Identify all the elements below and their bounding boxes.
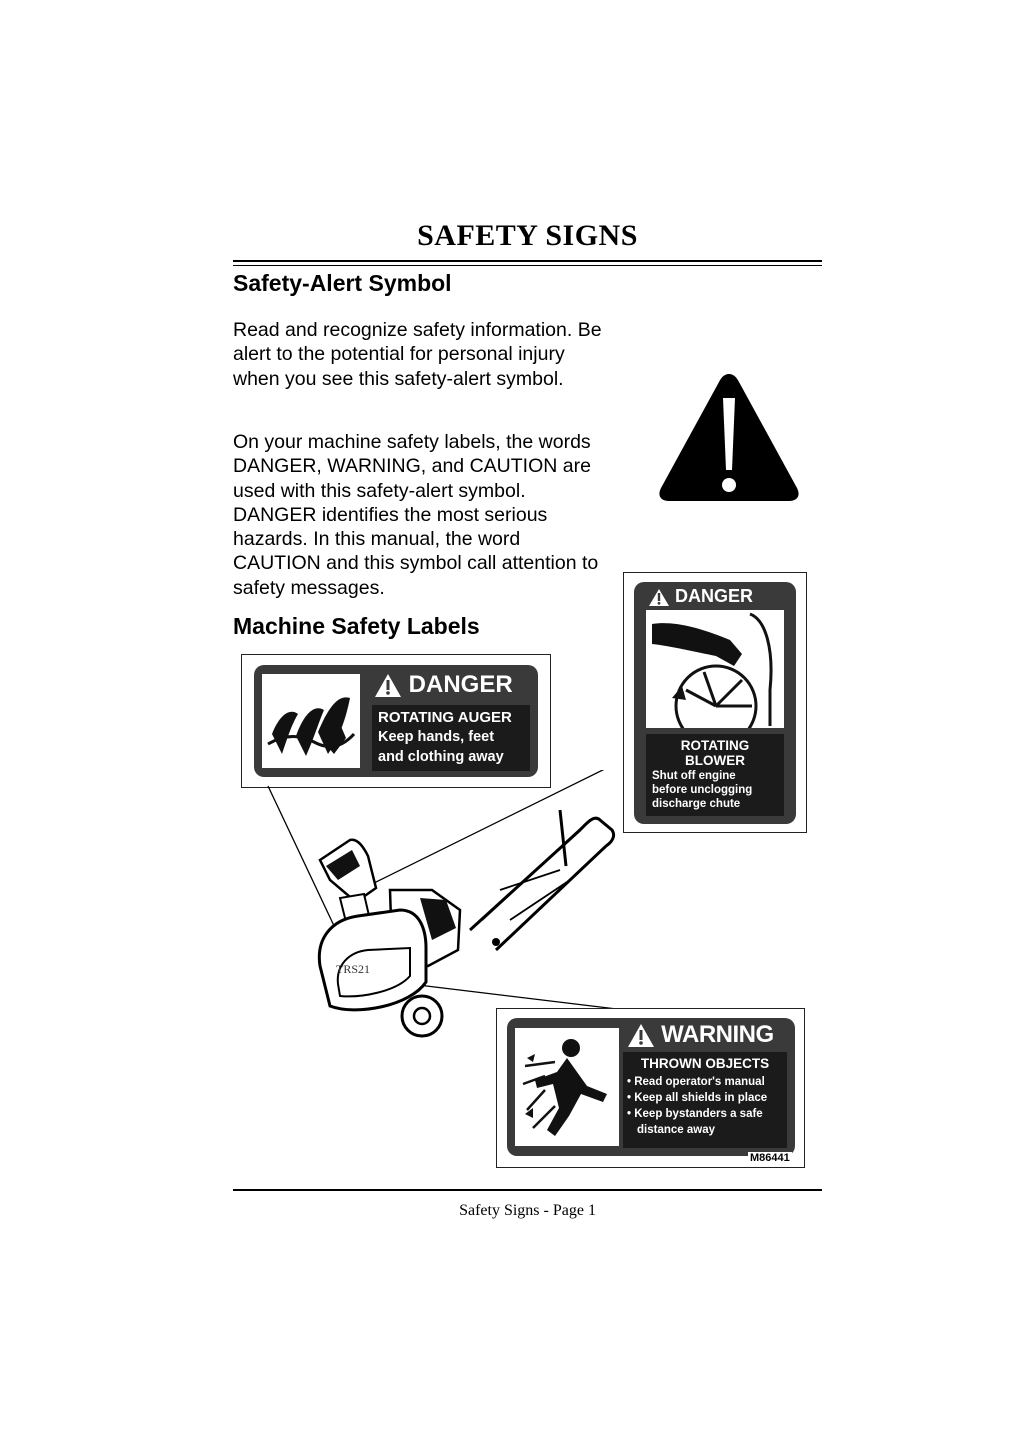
section-heading-machine-labels: Machine Safety Labels xyxy=(233,613,480,639)
blower-hazard-icon xyxy=(646,610,784,728)
alert-triangle-icon xyxy=(374,673,402,698)
page-title: SAFETY SIGNS xyxy=(417,219,638,252)
auger-text-box xyxy=(372,705,530,771)
blower-line3: Shut off engine xyxy=(652,770,736,782)
blower-pictogram xyxy=(646,610,784,728)
auger-signal-word: DANGER xyxy=(408,671,513,698)
thrown-text-box xyxy=(623,1052,787,1148)
blower-sign-panel xyxy=(634,582,796,824)
blower-line4: before unclogging xyxy=(652,784,753,796)
paragraph-signal-words: On your machine safety labels, the words DANGER, WARNING, and CAUTION are used with this safety-alert symbol. DANGER identifies the most serious hazards. In this manual, the word CAUTION and this symbol call attention to safety messages. xyxy=(233,431,599,599)
auger-line1: ROTATING AUGER xyxy=(378,709,512,726)
title-rule xyxy=(233,260,822,262)
figure-id: M86441 xyxy=(750,1152,790,1164)
paragraph-recognize: Read and recognize safety information. Be alert to the potential for personal injury when you see this safety-alert symbol. xyxy=(233,319,602,390)
blower-signal-word: DANGER xyxy=(675,586,754,606)
auger-danger-label xyxy=(241,654,551,788)
safety-alert-triangle-icon xyxy=(655,370,803,504)
thrown-objects-warning-label xyxy=(496,1008,805,1168)
page-footer: Safety Signs - Page 1 xyxy=(459,1202,596,1219)
thrown-line1: THROWN OBJECTS xyxy=(640,1056,770,1071)
blower-line2: BLOWER xyxy=(685,753,745,768)
auger-line3: and clothing away xyxy=(378,749,504,765)
blower-danger-label xyxy=(623,572,807,833)
thrown-signal-word: WARNING xyxy=(661,1021,774,1048)
thrown-sign-panel xyxy=(507,1018,795,1156)
blower-text-box xyxy=(646,734,784,816)
title-rule-thin xyxy=(233,265,822,266)
blower-line1: ROTATING xyxy=(680,738,750,753)
footer-rule xyxy=(233,1189,822,1191)
auger-sign-panel xyxy=(254,665,538,777)
thrown-bullet4: distance away xyxy=(637,1124,715,1136)
auger-line2: Keep hands, feet xyxy=(378,729,495,745)
thrown-bullet2: • Keep all shields in place xyxy=(627,1092,768,1104)
thrown-pictogram xyxy=(515,1028,619,1146)
section-heading-safety-alert: Safety-Alert Symbol xyxy=(233,270,452,296)
thrown-bullet3: • Keep bystanders a safe xyxy=(627,1108,763,1120)
alert-triangle-icon xyxy=(648,588,670,607)
model-number: TRS21 xyxy=(336,962,371,976)
thrown-objects-icon xyxy=(515,1028,619,1146)
alert-triangle-icon xyxy=(627,1023,655,1048)
blower-line5: discharge chute xyxy=(652,798,741,810)
snow-thrower-drawing xyxy=(260,770,640,1040)
thrown-bullet1: • Read operator's manual xyxy=(627,1076,765,1088)
auger-pictogram xyxy=(262,674,360,768)
auger-hazard-icon xyxy=(262,674,360,768)
